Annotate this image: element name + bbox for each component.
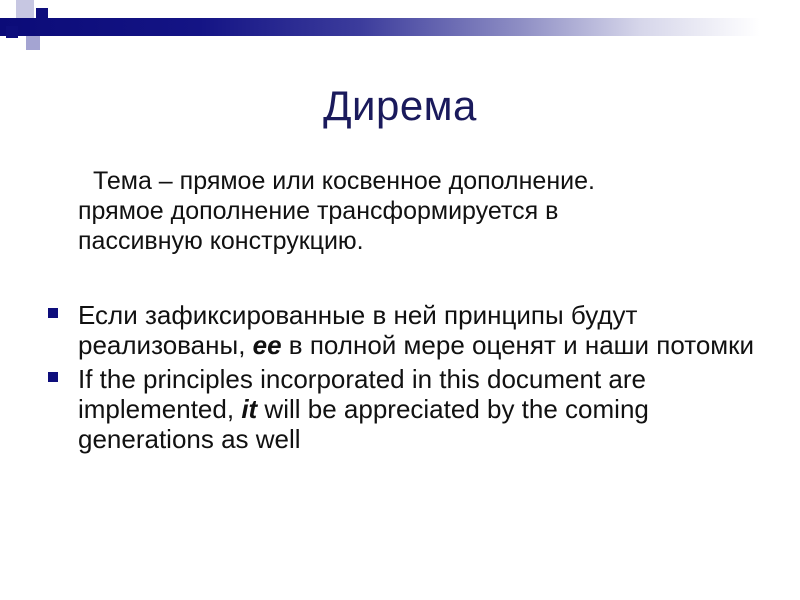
intro-paragraph xyxy=(78,166,738,256)
square-bullet-icon xyxy=(48,372,58,382)
intro-line: пассивную конструкцию. xyxy=(78,227,364,255)
bullet-text: Если зафиксированные в ней принципы будут реализованы, xyxy=(78,300,638,360)
bullet-emphasis: it xyxy=(241,394,258,424)
bullet-item xyxy=(46,364,756,454)
intro-line: прямое дополнение трансформируется в xyxy=(78,197,559,225)
decor-square xyxy=(26,36,40,50)
intro-line: Тема – прямое или косвенное дополнение. xyxy=(93,167,595,195)
slide-title: Дирема xyxy=(323,82,477,129)
decor-square xyxy=(36,8,48,20)
bullet-list xyxy=(46,300,756,458)
bullet-item xyxy=(46,300,756,360)
bullet-text: If the principles incorporated in this document are implemented, xyxy=(78,364,646,424)
bullet-emphasis: ее xyxy=(252,330,282,360)
square-bullet-icon xyxy=(48,308,58,318)
bullet-text: в полной мере оценят и наши потомки xyxy=(281,330,755,360)
bullet-text: will be appreciated by the coming generations as well xyxy=(78,394,649,454)
header-band xyxy=(0,18,800,36)
decor-square xyxy=(16,0,34,18)
decor-square xyxy=(6,26,18,38)
